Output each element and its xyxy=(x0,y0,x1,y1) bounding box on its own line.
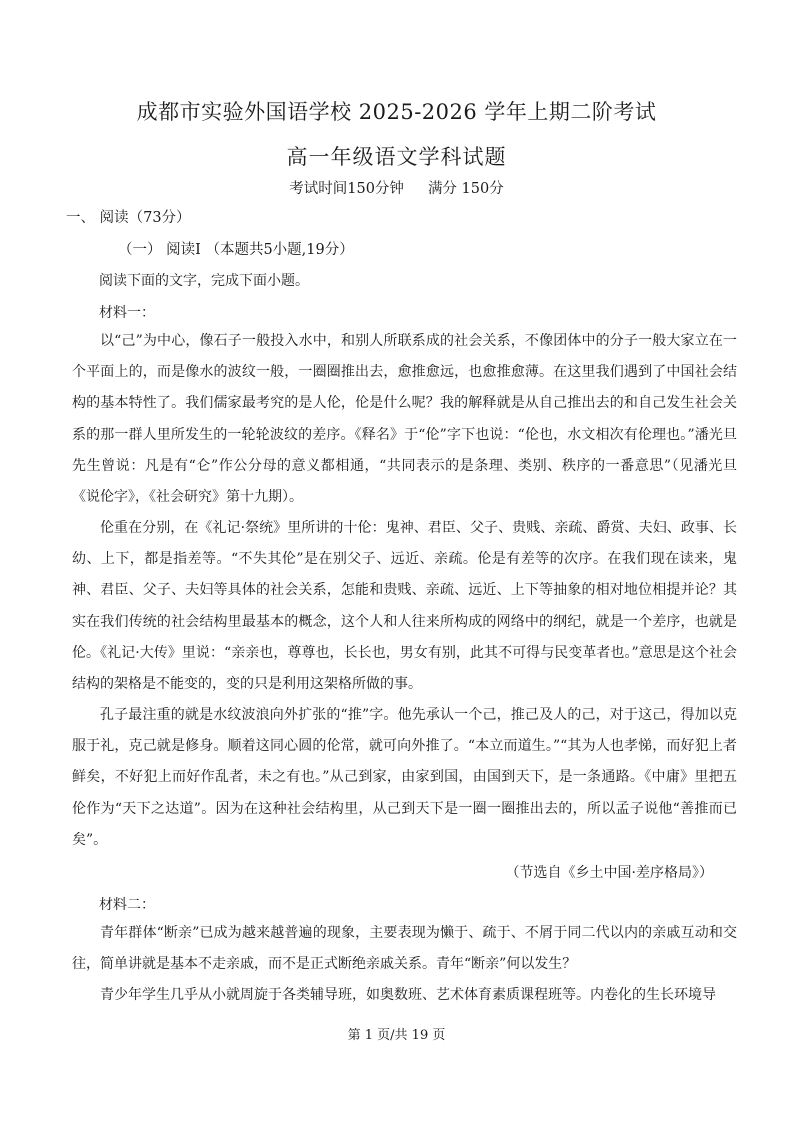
subsection-heading: （一） 阅读Ⅰ （本题共5小题,19分） xyxy=(118,242,354,258)
material-2-label: 材料二： xyxy=(99,897,155,913)
exam-subtitle: 高一年级语文学科试题 xyxy=(286,145,507,169)
material-1-paragraph-2: 伦重在分别，在《礼记·祭统》里所讲的十伦：鬼神、君臣、父子、贵贱、亲疏、爵赏、夫妇、政事、长幼、上下，都是指差等。“不失其伦”是在别父子、远近、亲疏。伦是有差等的次序。在我们现在读来，鬼神、君臣、父子、夫妇等具体的社会关系，怎能和贵贱、亲疏、远近、上下等抽象的相对地位相提并论？其实在我们传统的社会结构里最基本的概念，这个人和人往来所构成的网络中的纲纪，就是一个差序，也就是伦。《礼记·大传》里说：“亲亲也，尊尊也，长长也，男女有别，此其不可得与民变革者也。”意思是这个社会结构的架格是不能变的，变的只是利用这架格所做的事。 xyxy=(72,520,737,693)
page-number: 第 1 页/共 19 页 xyxy=(347,1028,446,1043)
section-heading: 一、 阅读（73分） xyxy=(66,210,191,226)
reading-instruction: 阅读下面的文字，完成下面小题。 xyxy=(99,273,309,289)
material-2-paragraph-1: 青年群体“断亲”已成为越来越普遍的现象，主要表现为懒于、疏于、不屑于同二代以内的亲戚互动和交往，简单讲就是基本不走亲戚，而不是正式断绝亲戚关系。青年“断亲”何以发生？ xyxy=(72,925,737,973)
full-score: 满分 150分 xyxy=(427,181,504,197)
material-1-label: 材料一： xyxy=(99,305,155,321)
exam-info xyxy=(0,177,793,198)
material-2-paragraph-2: 青少年学生几乎从小就周旋于各类辅导班，如奥数班、艺术体育素质课程班等。内卷化的生长环境导 xyxy=(100,987,716,1003)
exam-time: 考试时间150分钟 xyxy=(289,181,404,197)
material-1-source: （节选自《乡土中国·差序格局》） xyxy=(505,865,713,881)
exam-title: 成都市实验外国语学校 2025-2026 学年上期二阶考试 xyxy=(136,100,657,124)
material-1-paragraph-1: 以“己”为中心，像石子一般投入水中，和别人所联系成的社会关系，不像团体中的分子一般大家立在一个平面上的，而是像水的波纹一般，一圈圈推出去，愈推愈远，也愈推愈薄。在这里我们遇到了中国社会结构的基本特性了。我们儒家最考究的是人伦，伦是什么呢？我的解释就是从自己推出去的和自己发生社会关系的那一群人里所发生的一轮轮波纹的差序。《释名》于“伦”字下也说：“伦也，水文相次有伦理也。”潘光旦先生曾说：凡是有“仑”作公分母的意义都相通，“共同表示的是条理、类别、秩序的一番意思”（见潘光旦《说伦字》，《社会研究》第十九期）。 xyxy=(72,333,737,506)
material-1-paragraph-3: 孔子最注重的就是水纹波浪向外扩张的“推”字。他先承认一个己，推己及人的己，对于这己，得加以克服于礼，克己就是修身。顺着这同心圆的伦常，就可向外推了。“本立而道生。”“其为人也孝悌，而好犯上者鲜矣，不好犯上而好作乱者，未之有也。”从己到家，由家到国，由国到天下，是一条通路。《中庸》里把五伦作为“天下之达道”。因为在这种社会结构里，从己到天下是一圈一圈推出去的，所以孟子说他“善推而已矣”。 xyxy=(72,707,737,848)
